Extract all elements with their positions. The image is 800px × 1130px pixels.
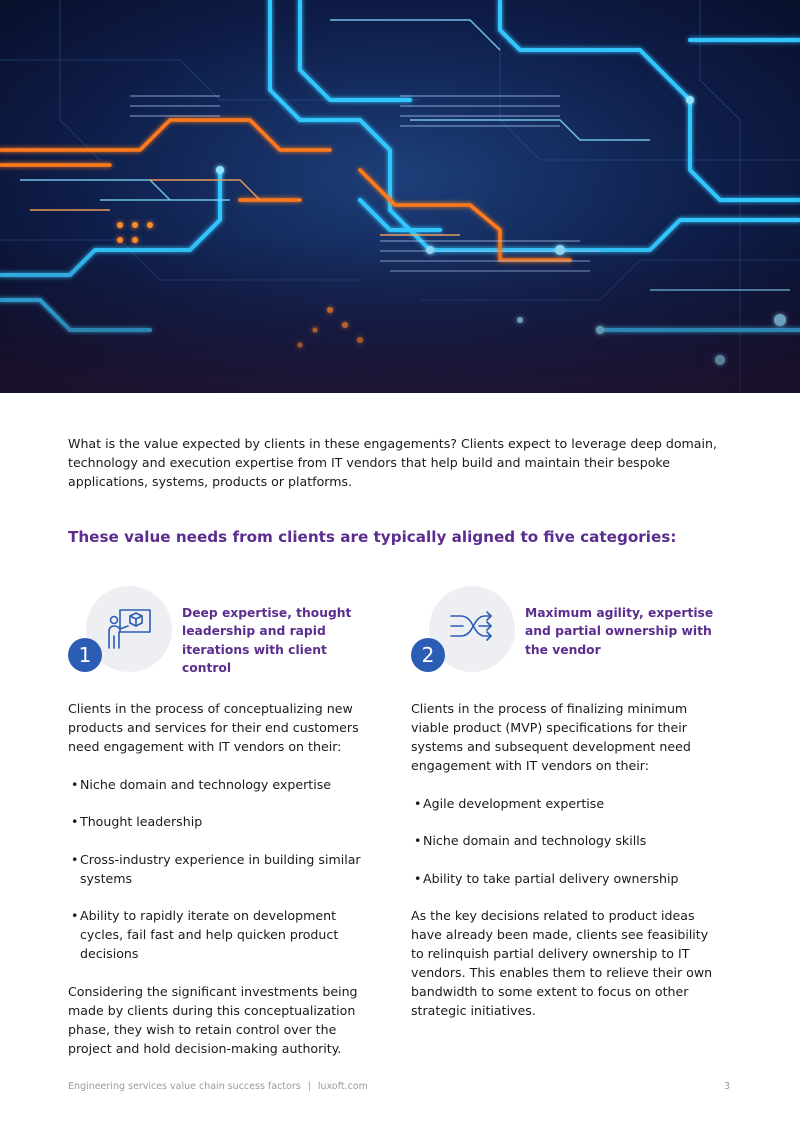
- hero-image-circuit-board: [0, 0, 800, 393]
- footer-site-link[interactable]: luxoft.com: [317, 1081, 368, 1092]
- list-item: • Thought leadership: [68, 812, 373, 831]
- circuit-board-illustration: [0, 0, 800, 393]
- list-item: • Agile development expertise: [411, 794, 716, 813]
- category-2-bullet-list: [411, 794, 716, 888]
- intro-paragraph: What is the value expected by clients in these engagements? Clients expect to leverage deep domain, technology and execution expertise from IT vendors that help build and maintain their bespoke applications, systems, products or platforms.: [68, 436, 717, 490]
- list-item: • Ability to take partial delivery ownership: [411, 869, 716, 888]
- category-2-number-badge: 2: [411, 638, 445, 672]
- category-2: [411, 586, 716, 1020]
- category-1-intro: Clients in the process of conceptualizing new products and services for their end customers need engagement with IT vendors on their:: [68, 701, 359, 754]
- category-1-closing: Considering the significant investments being made by clients during this conceptualization phase, they wish to retain control over the project and hold decision-making authority.: [68, 983, 358, 1056]
- footer-title: Engineering services value chain success factors: [68, 1081, 301, 1092]
- footer: [68, 1081, 368, 1092]
- presenter-icon: [106, 606, 152, 652]
- category-1-title: Deep expertise, thought leadership and rapid iterations with client control: [182, 606, 352, 676]
- category-1-number-badge: 1: [68, 638, 102, 672]
- category-2-intro: Clients in the process of finalizing minimum viable product (MVP) specifications for their systems and subsequent development need engagement with IT vendors on their:: [411, 701, 691, 773]
- shuffle-arrows-icon: [449, 606, 495, 652]
- footer-separator: |: [307, 1081, 311, 1092]
- list-item: • Niche domain and technology expertise: [68, 775, 373, 794]
- list-item: • Cross-industry experience in building similar systems: [68, 850, 373, 888]
- page-number: 3: [724, 1081, 731, 1092]
- category-1-header: [68, 586, 373, 681]
- category-2-title: Maximum agility, expertise and partial ownership with the vendor: [525, 606, 714, 657]
- category-1: [68, 586, 373, 1058]
- category-2-closing: As the key decisions related to product ideas have already been made, clients see feasibility to relinquish partial delivery ownership to IT vendors. This enables them to relieve their own bandwidth to some extent to focus on other strategic initiatives.: [411, 908, 713, 1018]
- category-1-bullet-list: [68, 775, 373, 964]
- section-heading: These value needs from clients are typically aligned to five categories:: [68, 528, 677, 546]
- list-item: • Ability to rapidly iterate on development cycles, fail fast and help quicken product decisions: [68, 906, 373, 963]
- list-item: • Niche domain and technology skills: [411, 831, 716, 850]
- category-2-header: [411, 586, 716, 681]
